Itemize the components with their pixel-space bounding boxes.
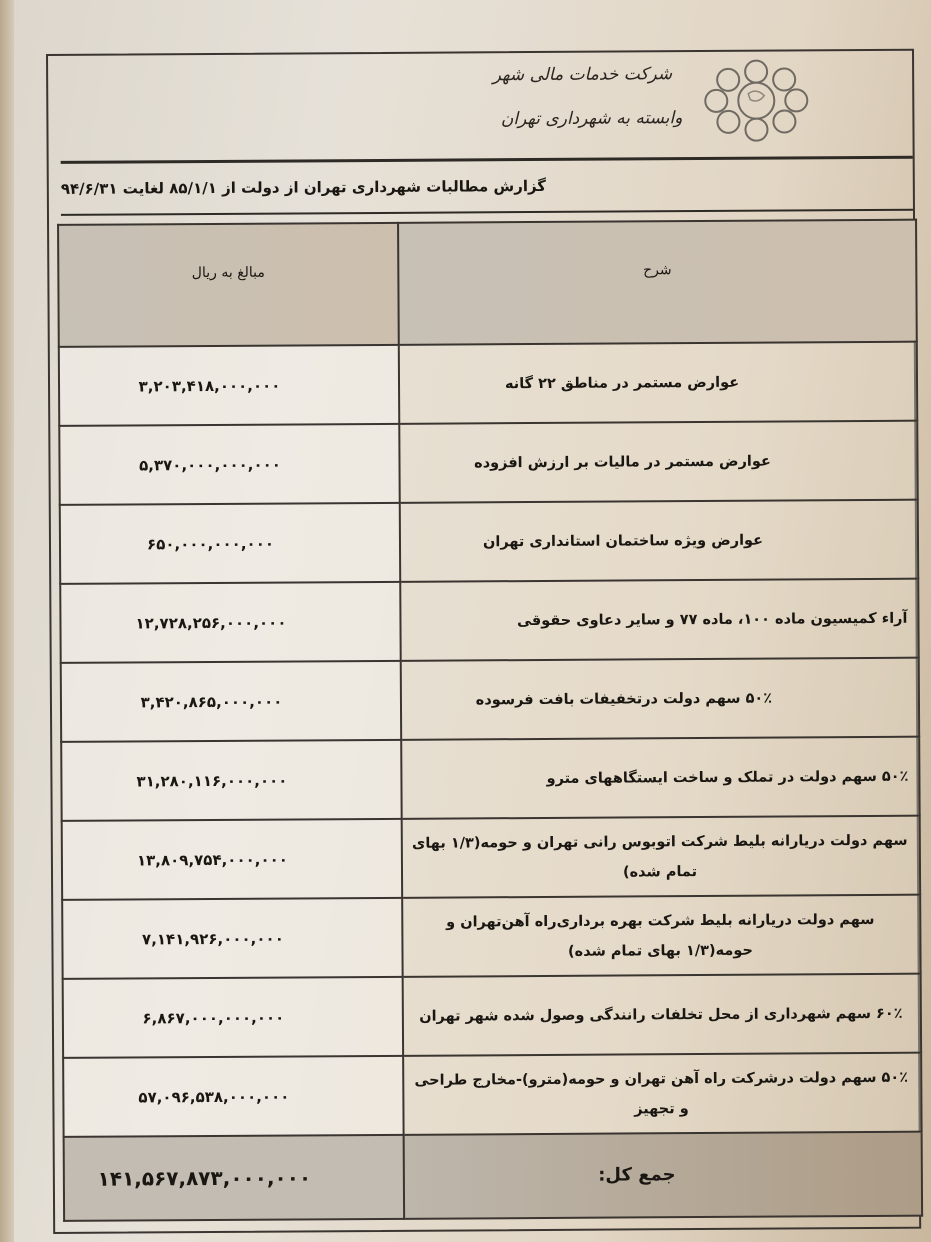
report-title: گزارش مطالبات شهرداری تهران از دولت از ۸۵/۱/۱ لغایت ۹۴/۶/۳۱ xyxy=(60,176,547,198)
row-amount: ۵۷,۰۹۶,۵۳۸,۰۰۰,۰۰۰ xyxy=(63,1056,403,1137)
background-edge xyxy=(0,0,14,1242)
row-description: عوارض ویژه ساختمان استانداری تهران xyxy=(400,500,918,582)
row-amount: ۳,۴۲۰,۸۶۵,۰۰۰,۰۰۰ xyxy=(61,661,401,742)
row-description: سهم دولت دریارانه بلیط شرکت اتوبوس رانی تهران و حومه(۱/۳ بهای تمام شده) xyxy=(402,816,920,898)
table-row xyxy=(61,737,919,821)
table-row xyxy=(61,658,919,742)
row-description: آراء کمیسیون ماده ۱۰۰، ماده ۷۷ و سایر دعاوی حقوقی xyxy=(400,579,918,661)
total-row xyxy=(64,1132,922,1221)
table-row xyxy=(63,974,921,1058)
table-row xyxy=(63,1053,921,1137)
row-description: ۵۰٪ سهم دولت درشرکت راه آهن تهران و حومه(مترو)-مخارج طراحی و تجهیز xyxy=(403,1053,921,1135)
company-subtitle: وابسته به شهرداری تهران xyxy=(500,108,683,130)
row-amount: ۱۲,۷۲۸,۲۵۶,۰۰۰,۰۰۰ xyxy=(60,582,400,663)
table-header-row xyxy=(58,220,917,347)
column-header-amount: مبالغ به ریال xyxy=(58,223,399,347)
tehran-municipality-logo-icon xyxy=(700,57,813,144)
row-description: سهم دولت دریارانه بلیط شرکت بهره برداری‌راه آهن‌تهران و حومه(۱/۳ بهای تمام شده) xyxy=(402,895,920,977)
row-amount: ۳۱,۲۸۰,۱۱۶,۰۰۰,۰۰۰ xyxy=(61,740,401,821)
row-amount: ۳,۲۰۳,۴۱۸,۰۰۰,۰۰۰ xyxy=(59,345,399,426)
company-name: شرکت خدمات مالی شهر xyxy=(492,64,673,86)
column-header-description: شرح xyxy=(398,220,917,345)
row-description: ۵۰٪ سهم دولت درتخفیفات بافت فرسوده xyxy=(401,658,919,740)
row-amount: ۱۳,۸۰۹,۷۵۴,۰۰۰,۰۰۰ xyxy=(62,819,402,900)
total-label: جمع کل: xyxy=(404,1132,923,1219)
claims-table xyxy=(57,219,923,1222)
row-amount: ۶۵۰,۰۰۰,۰۰۰,۰۰۰ xyxy=(60,503,400,584)
table-row xyxy=(59,342,917,426)
document-sheet xyxy=(46,49,921,1234)
table-row xyxy=(62,895,920,979)
row-amount: ۶,۸۶۷,۰۰۰,۰۰۰,۰۰۰ xyxy=(63,977,403,1058)
row-description: ۵۰٪ سهم دولت در تملک و ساخت ایستگاههای مترو xyxy=(401,737,919,819)
row-amount: ۵,۳۷۰,۰۰۰,۰۰۰,۰۰۰ xyxy=(59,424,399,505)
row-amount: ۷,۱۴۱,۹۲۶,۰۰۰,۰۰۰ xyxy=(62,898,402,979)
table-row xyxy=(60,579,918,663)
row-description: عوارض مستمر در مالیات بر ارزش افزوده xyxy=(399,421,917,503)
row-description: عوارض مستمر در مناطق ۲۲ گانه xyxy=(399,342,917,424)
row-description: ۶۰٪ سهم شهرداری از محل تخلفات رانندگی وصول شده شهر تهران xyxy=(403,974,921,1056)
table-row xyxy=(62,816,920,900)
table-row xyxy=(59,421,917,505)
report-title-band xyxy=(61,159,913,216)
letterhead xyxy=(60,49,913,164)
table-row xyxy=(60,500,918,584)
total-amount: ۱۴۱,۵۶۷,۸۷۳,۰۰۰,۰۰۰ xyxy=(64,1135,405,1221)
